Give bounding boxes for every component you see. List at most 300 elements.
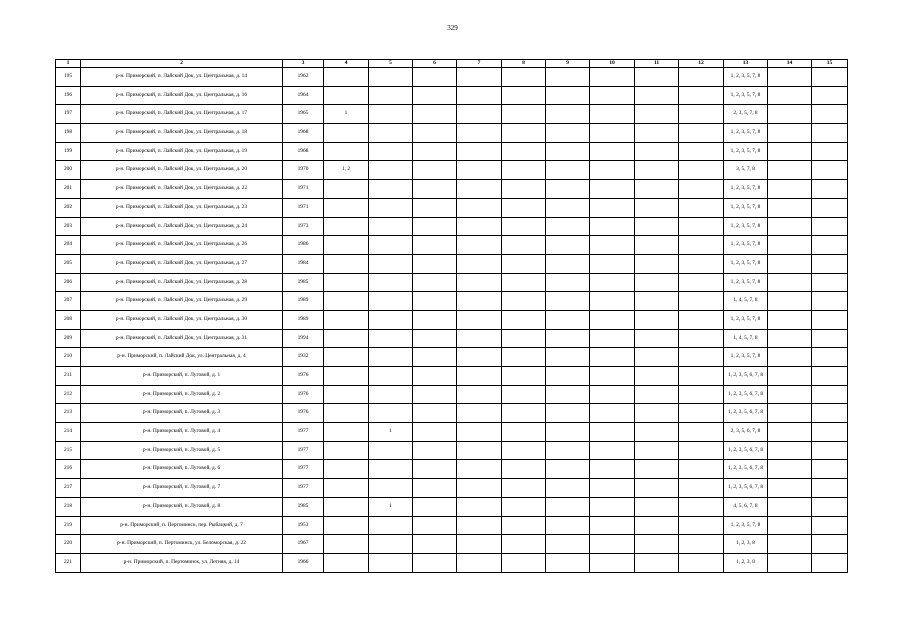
table-cell-col-1: 198	[56, 124, 81, 143]
table-cell-col-7	[457, 217, 502, 236]
table-cell-col-11	[635, 142, 679, 161]
table-cell-col-3: 1977	[283, 423, 324, 442]
column-header-3: 3	[283, 60, 324, 68]
table-cell-col-7	[457, 68, 502, 87]
table-cell-col-5	[369, 404, 413, 423]
table-cell-col-14	[768, 348, 812, 367]
table-cell-col-3: 1953	[283, 516, 324, 535]
table-cell-col-12	[679, 68, 724, 87]
column-header-13: 13	[724, 60, 768, 68]
table-cell-col-10	[590, 86, 635, 105]
table-cell-col-14	[768, 497, 812, 516]
table-cell-col-4	[324, 292, 369, 311]
table-cell-col-7	[457, 180, 502, 199]
table-cell-col-5	[369, 124, 413, 143]
page-number: 329	[447, 24, 458, 32]
table-cell-col-10	[590, 553, 635, 572]
table-cell-col-9	[546, 310, 590, 329]
table-cell-col-11	[635, 217, 679, 236]
table-cell-col-11	[635, 236, 679, 255]
table-cell-col-3: 1970	[283, 161, 324, 180]
table-cell-col-15	[812, 441, 848, 460]
table-cell-col-14	[768, 217, 812, 236]
table-cell-col-4	[324, 68, 369, 87]
table-cell-col-15	[812, 236, 848, 255]
table-cell-col-9	[546, 441, 590, 460]
table-cell-col-11	[635, 180, 679, 199]
table-cell-col-8	[502, 460, 546, 479]
table-cell-col-1: 216	[56, 460, 81, 479]
table-cell-col-2: р-н. Приморский, п. Лайский Док, ул. Центральная, д. 23	[81, 198, 283, 217]
table-row	[56, 310, 848, 329]
table-cell-col-7	[457, 254, 502, 273]
table-cell-col-14	[768, 404, 812, 423]
table-cell-col-13: 1, 2, 3, 5, 7, 8	[724, 68, 768, 87]
table-cell-col-7	[457, 479, 502, 498]
table-cell-col-9	[546, 423, 590, 442]
table-row	[56, 236, 848, 255]
table-cell-col-11	[635, 479, 679, 498]
table-cell-col-4	[324, 441, 369, 460]
column-header-4: 4	[324, 60, 369, 68]
table-cell-col-13: 2, 3, 5, 7, 8	[724, 105, 768, 124]
table-cell-col-2: р-н. Приморский, п. Луговой, д. 1	[81, 367, 283, 386]
table-cell-col-11	[635, 367, 679, 386]
table-row	[56, 535, 848, 554]
table-cell-col-4	[324, 329, 369, 348]
table-cell-col-1: 209	[56, 329, 81, 348]
table-cell-col-11	[635, 535, 679, 554]
table-cell-col-12	[679, 217, 724, 236]
table-cell-col-9	[546, 273, 590, 292]
table-cell-col-12	[679, 105, 724, 124]
table-cell-col-6	[413, 441, 457, 460]
table-cell-col-5	[369, 553, 413, 572]
table-cell-col-9	[546, 385, 590, 404]
table-cell-col-3: 1962	[283, 68, 324, 87]
table-cell-col-9	[546, 553, 590, 572]
table-cell-col-4	[324, 497, 369, 516]
table-cell-col-4	[324, 310, 369, 329]
table-cell-col-5	[369, 161, 413, 180]
table-cell-col-13: 1, 4, 5, 7, 8	[724, 329, 768, 348]
table-cell-col-7	[457, 310, 502, 329]
table-cell-col-4	[324, 217, 369, 236]
column-header-10: 10	[590, 60, 635, 68]
table-cell-col-15	[812, 105, 848, 124]
table-cell-col-14	[768, 254, 812, 273]
table-cell-col-1: 220	[56, 535, 81, 554]
table-cell-col-4	[324, 273, 369, 292]
table-cell-col-13: 1, 2, 3, 5, 6, 7, 8	[724, 404, 768, 423]
table-cell-col-10	[590, 254, 635, 273]
table-cell-col-7	[457, 367, 502, 386]
table-cell-col-11	[635, 292, 679, 311]
table-cell-col-7	[457, 105, 502, 124]
table-cell-col-4: 1	[324, 105, 369, 124]
table-cell-col-15	[812, 535, 848, 554]
table-cell-col-9	[546, 86, 590, 105]
table-cell-col-13: 1, 2, 3, 5, 7, 8	[724, 236, 768, 255]
table-cell-col-9	[546, 105, 590, 124]
table-cell-col-13: 1, 2, 3, 5, 7, 8	[724, 86, 768, 105]
table-row	[56, 553, 848, 572]
table-cell-col-12	[679, 161, 724, 180]
table-cell-col-3: 1973	[283, 217, 324, 236]
table-cell-col-2: р-н. Приморский, п. Луговой, д. 2	[81, 385, 283, 404]
table-row	[56, 254, 848, 273]
table-cell-col-7	[457, 404, 502, 423]
table-cell-col-6	[413, 124, 457, 143]
table-cell-col-2: р-н. Приморский, п. Лайский Док, ул. Центральная, д. 19	[81, 142, 283, 161]
table-cell-col-6	[413, 348, 457, 367]
column-header-8: 8	[502, 60, 546, 68]
table-cell-col-3: 1976	[283, 404, 324, 423]
table-body	[56, 68, 848, 573]
table-cell-col-6	[413, 553, 457, 572]
table-cell-col-15	[812, 124, 848, 143]
table-cell-col-8	[502, 385, 546, 404]
table-cell-col-5	[369, 367, 413, 386]
table-cell-col-8	[502, 329, 546, 348]
table-cell-col-15	[812, 86, 848, 105]
table-cell-col-13: 1, 2, 3, 5, 6, 7, 8	[724, 479, 768, 498]
table-cell-col-2: р-н. Приморский, п. Лайский Док, ул. Центральная, д. 14	[81, 68, 283, 87]
table-row	[56, 142, 848, 161]
table-cell-col-12	[679, 273, 724, 292]
table-row	[56, 516, 848, 535]
table-cell-col-2: р-н. Приморский, п. Лайский Док, ул. Центральная, д. 27	[81, 254, 283, 273]
table-cell-col-12	[679, 460, 724, 479]
column-header-11: 11	[635, 60, 679, 68]
table-cell-col-15	[812, 479, 848, 498]
table-cell-col-14	[768, 180, 812, 199]
table-cell-col-5: 1	[369, 497, 413, 516]
table-cell-col-7	[457, 516, 502, 535]
table-cell-col-7	[457, 423, 502, 442]
table-cell-col-8	[502, 497, 546, 516]
table-cell-col-2: р-н. Приморский, п. Лайский Док, ул. Центральная, д. 30	[81, 310, 283, 329]
table-cell-col-12	[679, 497, 724, 516]
table-cell-col-4	[324, 254, 369, 273]
table-cell-col-11	[635, 423, 679, 442]
table-cell-col-8	[502, 124, 546, 143]
table-cell-col-15	[812, 273, 848, 292]
column-header-1: 1	[56, 60, 81, 68]
table-cell-col-3: 1984	[283, 254, 324, 273]
table-row	[56, 161, 848, 180]
table-cell-col-7	[457, 142, 502, 161]
table-cell-col-6	[413, 329, 457, 348]
table-cell-col-10	[590, 310, 635, 329]
table-cell-col-2: р-н. Приморский, п. Пертоминск, пер. Рыбацкий, д. 7	[81, 516, 283, 535]
table-row	[56, 124, 848, 143]
table-cell-col-8	[502, 310, 546, 329]
table-cell-col-6	[413, 292, 457, 311]
table-cell-col-5	[369, 86, 413, 105]
table-cell-col-1: 214	[56, 423, 81, 442]
table-cell-col-5	[369, 516, 413, 535]
table-row	[56, 385, 848, 404]
table-cell-col-5	[369, 385, 413, 404]
table-cell-col-11	[635, 161, 679, 180]
table-cell-col-4	[324, 516, 369, 535]
table-cell-col-5	[369, 254, 413, 273]
table-cell-col-3: 1986	[283, 236, 324, 255]
table-row	[56, 180, 848, 199]
table-cell-col-7	[457, 273, 502, 292]
table-cell-col-5	[369, 68, 413, 87]
table-cell-col-3: 1985	[283, 273, 324, 292]
table-cell-col-1: 203	[56, 217, 81, 236]
table-cell-col-11	[635, 348, 679, 367]
table-cell-col-6	[413, 516, 457, 535]
column-header-9: 9	[546, 60, 590, 68]
table-cell-col-9	[546, 404, 590, 423]
table-cell-col-12	[679, 385, 724, 404]
table-cell-col-8	[502, 292, 546, 311]
table-cell-col-12	[679, 124, 724, 143]
table-cell-col-1: 199	[56, 142, 81, 161]
column-header-7: 7	[457, 60, 502, 68]
table-row	[56, 86, 848, 105]
table-cell-col-11	[635, 273, 679, 292]
table-cell-col-2: р-н. Приморский, п. Лайский Док, ул. Центральная, д. 28	[81, 273, 283, 292]
table-cell-col-14	[768, 86, 812, 105]
table-cell-col-8	[502, 236, 546, 255]
table-cell-col-6	[413, 423, 457, 442]
table-cell-col-1: 195	[56, 68, 81, 87]
table-cell-col-5: 1	[369, 423, 413, 442]
table-cell-col-9	[546, 236, 590, 255]
table-cell-col-12	[679, 254, 724, 273]
table-cell-col-5	[369, 479, 413, 498]
table-cell-col-9	[546, 479, 590, 498]
table-cell-col-8	[502, 479, 546, 498]
table-cell-col-3: 1968	[283, 124, 324, 143]
table-cell-col-10	[590, 236, 635, 255]
table-cell-col-5	[369, 236, 413, 255]
table-cell-col-13: 1, 2, 3, 5, 7, 8	[724, 180, 768, 199]
table-cell-col-12	[679, 310, 724, 329]
column-header-6: 6	[413, 60, 457, 68]
table-cell-col-8	[502, 180, 546, 199]
table-cell-col-11	[635, 385, 679, 404]
table-cell-col-10	[590, 479, 635, 498]
table-cell-col-4	[324, 142, 369, 161]
table-cell-col-6	[413, 254, 457, 273]
table-cell-col-15	[812, 68, 848, 87]
table-cell-col-2: р-н. Приморский, п. Лайский Док, ул. Центральная, д. 16	[81, 86, 283, 105]
table-cell-col-9	[546, 460, 590, 479]
table-cell-col-14	[768, 535, 812, 554]
table-cell-col-6	[413, 105, 457, 124]
table-cell-col-6	[413, 479, 457, 498]
table-cell-col-13: 1, 2, 3, 5, 7, 8	[724, 516, 768, 535]
table-row	[56, 273, 848, 292]
table-cell-col-13: 4, 5, 6, 7, 8	[724, 497, 768, 516]
table-cell-col-14	[768, 142, 812, 161]
table-cell-col-10	[590, 404, 635, 423]
table-cell-col-3: 1964	[283, 86, 324, 105]
table-cell-col-5	[369, 273, 413, 292]
table-cell-col-1: 217	[56, 479, 81, 498]
table-cell-col-3: 1985	[283, 497, 324, 516]
table-cell-col-2: р-н. Приморский, п. Луговой, д. 5	[81, 441, 283, 460]
table-cell-col-5	[369, 180, 413, 199]
table-cell-col-4	[324, 460, 369, 479]
table-cell-col-6	[413, 310, 457, 329]
table-cell-col-2: р-н. Приморский, п. Пертоминск, ул. Беломорская, д. 22	[81, 535, 283, 554]
table-cell-col-13: 1, 2, 3, 5, 7, 8	[724, 217, 768, 236]
column-header-15: 15	[812, 60, 848, 68]
table-cell-col-6	[413, 460, 457, 479]
table-cell-col-15	[812, 198, 848, 217]
table-cell-col-5	[369, 310, 413, 329]
table-cell-col-11	[635, 198, 679, 217]
table-cell-col-3: 1967	[283, 535, 324, 554]
table-cell-col-11	[635, 254, 679, 273]
table-cell-col-14	[768, 460, 812, 479]
table-cell-col-8	[502, 86, 546, 105]
table-cell-col-14	[768, 553, 812, 572]
table-cell-col-15	[812, 217, 848, 236]
table-cell-col-2: р-н. Приморский, п. Луговой, д. 3	[81, 404, 283, 423]
table-row	[56, 217, 848, 236]
table-cell-col-14	[768, 124, 812, 143]
table-cell-col-4	[324, 348, 369, 367]
table-cell-col-15	[812, 497, 848, 516]
table-cell-col-2: р-н. Приморский, п. Пертоминск, ул. Летняя, д. 14	[81, 553, 283, 572]
table-cell-col-15	[812, 423, 848, 442]
table-cell-col-1: 202	[56, 198, 81, 217]
table-cell-col-1: 219	[56, 516, 81, 535]
table-cell-col-2: р-н. Приморский, п. Лайский Док, ул. Центральная, д. 17	[81, 105, 283, 124]
table-cell-col-2: р-н. Приморский, п. Луговой, д. 6	[81, 460, 283, 479]
table-cell-col-5	[369, 329, 413, 348]
table-cell-col-13: 1, 2, 3, 5, 7, 8	[724, 254, 768, 273]
table-cell-col-1: 211	[56, 367, 81, 386]
table-cell-col-4	[324, 535, 369, 554]
table-cell-col-15	[812, 404, 848, 423]
table-cell-col-12	[679, 404, 724, 423]
table-cell-col-14	[768, 423, 812, 442]
table-cell-col-12	[679, 367, 724, 386]
table-cell-col-14	[768, 105, 812, 124]
table-cell-col-3: 1989	[283, 292, 324, 311]
table-cell-col-8	[502, 161, 546, 180]
column-header-12: 12	[679, 60, 724, 68]
table-cell-col-15	[812, 553, 848, 572]
table-row	[56, 497, 848, 516]
table-cell-col-14	[768, 310, 812, 329]
table-cell-col-2: р-н. Приморский, п. Луговой, д. 7	[81, 479, 283, 498]
table-cell-col-8	[502, 441, 546, 460]
table-cell-col-4	[324, 553, 369, 572]
table-cell-col-4	[324, 86, 369, 105]
table-cell-col-14	[768, 385, 812, 404]
table-cell-col-2: р-н. Приморский, п. Лайский Док, ул. Центральная, д. 29	[81, 292, 283, 311]
table-cell-col-13: 1, 2, 3, 5, 7, 8	[724, 124, 768, 143]
table-cell-col-2: р-н. Приморский, п. Лайский Док, ул. Центральная, д. 22	[81, 180, 283, 199]
table-cell-col-4	[324, 404, 369, 423]
table-cell-col-7	[457, 236, 502, 255]
table-cell-col-1: 197	[56, 105, 81, 124]
table-cell-col-9	[546, 367, 590, 386]
table-cell-col-10	[590, 348, 635, 367]
table-cell-col-3: 1977	[283, 460, 324, 479]
table-cell-col-15	[812, 161, 848, 180]
table-cell-col-8	[502, 553, 546, 572]
table-cell-col-2: р-н. Приморский, п. Лайский Док, ул. Центральная, д. 24	[81, 217, 283, 236]
table-row	[56, 348, 848, 367]
table-cell-col-9	[546, 161, 590, 180]
table-cell-col-9	[546, 180, 590, 199]
table-cell-col-14	[768, 236, 812, 255]
table-cell-col-2: р-н. Приморский, п. Луговой, д. 4	[81, 423, 283, 442]
table-row	[56, 404, 848, 423]
table-cell-col-4	[324, 124, 369, 143]
table-cell-col-13: 1, 2, 3, 5, 6, 7, 8	[724, 441, 768, 460]
table-cell-col-14	[768, 273, 812, 292]
table-cell-col-15	[812, 310, 848, 329]
table-cell-col-10	[590, 535, 635, 554]
table-cell-col-14	[768, 198, 812, 217]
table-cell-col-9	[546, 497, 590, 516]
table-cell-col-12	[679, 142, 724, 161]
table-cell-col-11	[635, 460, 679, 479]
table-cell-col-1: 212	[56, 385, 81, 404]
table-cell-col-10	[590, 198, 635, 217]
table-row	[56, 198, 848, 217]
table-cell-col-4: 1, 2	[324, 161, 369, 180]
table-row	[56, 441, 848, 460]
table-cell-col-13: 1, 2, 3, 8	[724, 535, 768, 554]
table-cell-col-3: 1932	[283, 348, 324, 367]
table-cell-col-7	[457, 497, 502, 516]
table-cell-col-6	[413, 385, 457, 404]
table-cell-col-9	[546, 254, 590, 273]
table-cell-col-13: 1, 2, 3, 8	[724, 553, 768, 572]
table-cell-col-8	[502, 535, 546, 554]
table-cell-col-10	[590, 460, 635, 479]
table-cell-col-3: 1977	[283, 441, 324, 460]
table-cell-col-7	[457, 292, 502, 311]
table-cell-col-3: 1966	[283, 553, 324, 572]
table-cell-col-15	[812, 385, 848, 404]
table-cell-col-6	[413, 367, 457, 386]
table-cell-col-14	[768, 479, 812, 498]
table-cell-col-3: 1976	[283, 367, 324, 386]
table-cell-col-14	[768, 292, 812, 311]
table-row	[56, 292, 848, 311]
table-cell-col-13: 1, 2, 3, 5, 7, 8	[724, 348, 768, 367]
table-cell-col-10	[590, 124, 635, 143]
table-cell-col-2: р-н. Приморский, п. Луговой, д. 8	[81, 497, 283, 516]
table-cell-col-10	[590, 516, 635, 535]
table-cell-col-12	[679, 198, 724, 217]
table-cell-col-8	[502, 217, 546, 236]
table-cell-col-15	[812, 329, 848, 348]
table-cell-col-12	[679, 236, 724, 255]
table-cell-col-14	[768, 516, 812, 535]
table-cell-col-9	[546, 68, 590, 87]
table-cell-col-8	[502, 142, 546, 161]
table-row	[56, 68, 848, 87]
table-cell-col-8	[502, 516, 546, 535]
table-cell-col-11	[635, 310, 679, 329]
table-cell-col-6	[413, 497, 457, 516]
